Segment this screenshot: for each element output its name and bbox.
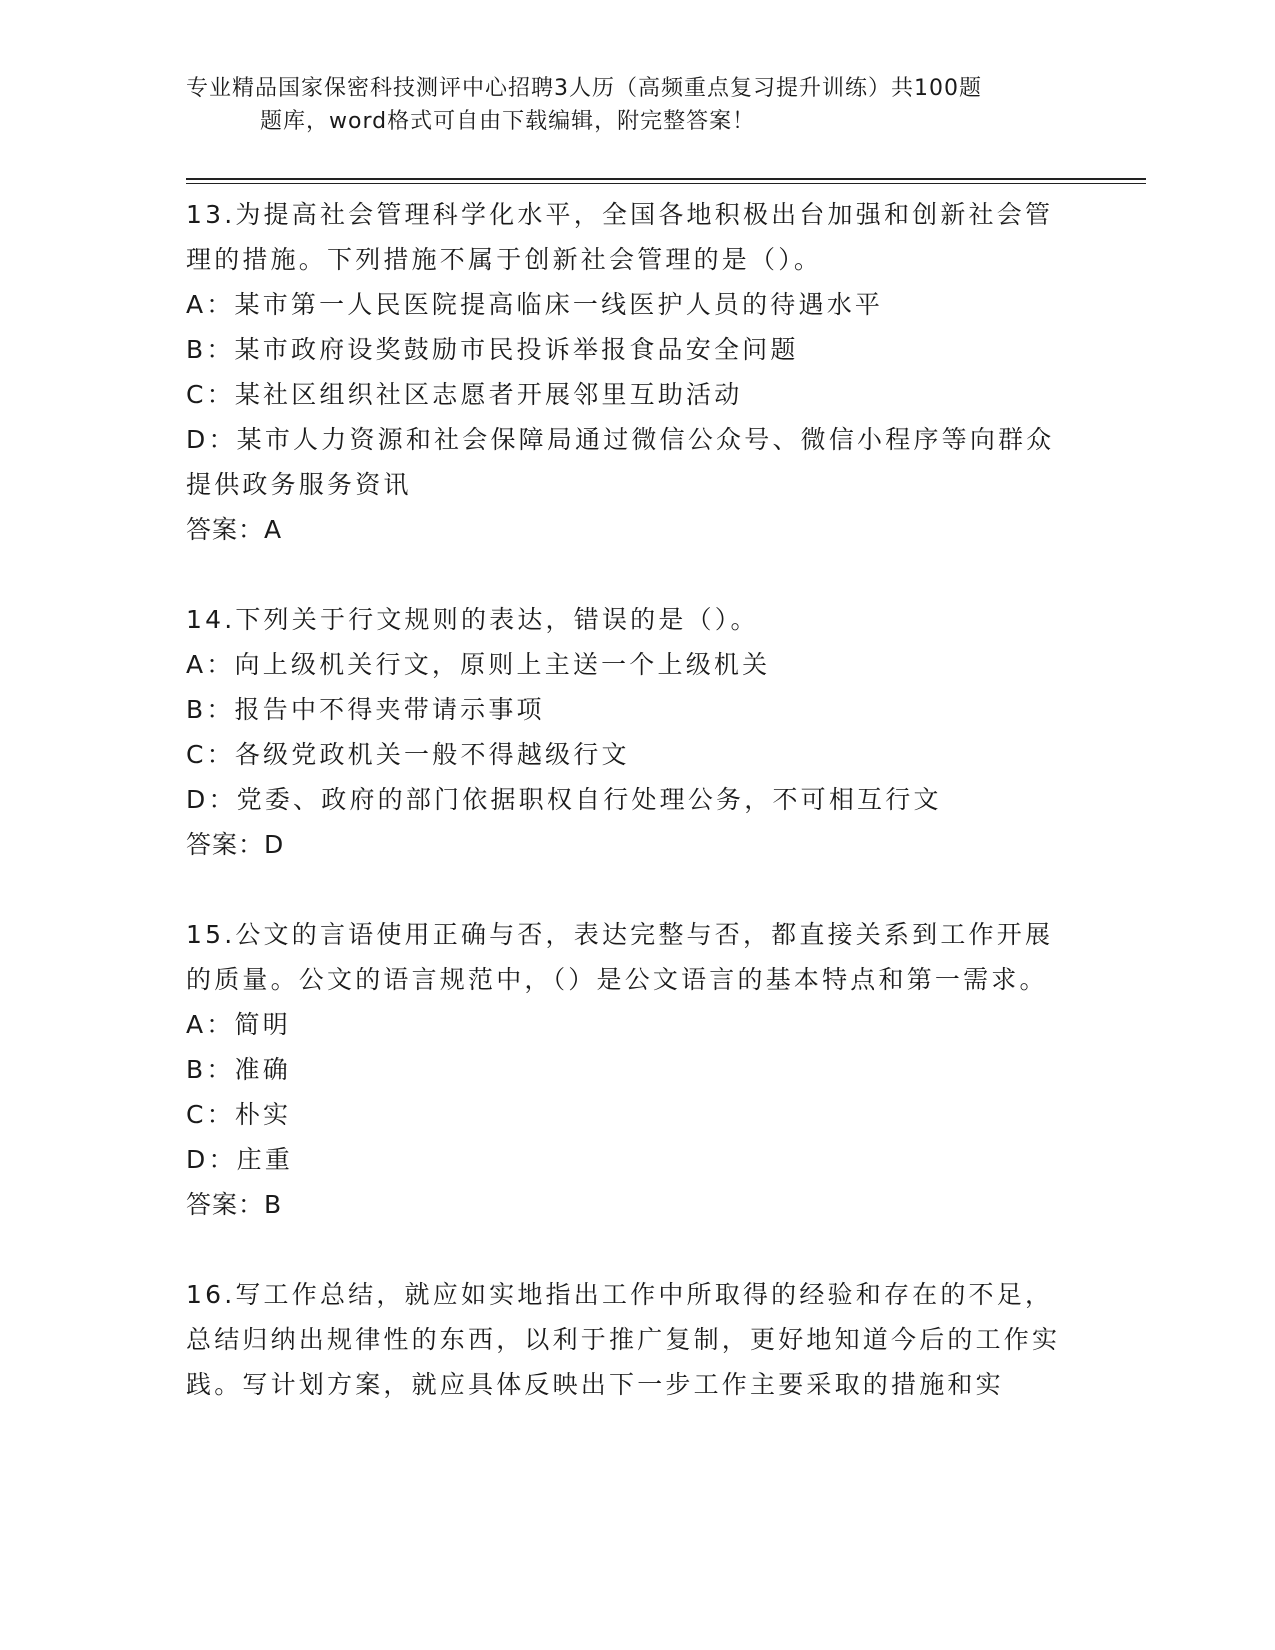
option-d: D：庄重 — [186, 1145, 294, 1174]
option-c: C：各级党政机关一般不得越级行文 — [186, 740, 630, 769]
question-16 — [186, 1272, 1066, 1407]
header-title-line-1: 专业精品国家保密科技测评中心招聘3人历（高频重点复习提升训练）共100题 — [186, 76, 982, 101]
header-divider-thick — [186, 178, 1146, 180]
question-stem: 16.写工作总结，就应如实地指出工作中所取得的经验和存在的不足，总结归纳出规律性的东西，以利于推广复制，更好地知道今后的工作实践。写计划方案，就应具体反映出下一步工作主要采取的措施和实 — [186, 1280, 1061, 1399]
answer-line: 答案：B — [186, 1190, 283, 1219]
option-b: B：准确 — [186, 1055, 291, 1084]
question-15 — [186, 912, 1066, 1227]
header-title-line-2: 题库，word格式可自由下载编辑，附完整答案！ — [260, 109, 756, 134]
option-c: C：朴实 — [186, 1100, 292, 1129]
option-b: B：报告中不得夹带请示事项 — [186, 695, 545, 724]
option-d: D：某市人力资源和社会保障局通过微信公众号、微信小程序等向群众提供政务服务资讯 — [186, 425, 1055, 499]
document-header — [186, 72, 1086, 138]
question-13 — [186, 192, 1066, 552]
question-list — [186, 192, 1066, 1407]
option-c: C：某社区组织社区志愿者开展邻里互助活动 — [186, 380, 743, 409]
question-spacer — [186, 1227, 1066, 1272]
question-stem: 13.为提高社会管理科学化水平，全国各地积极出台加强和创新社会管理的措施。下列措施不属于创新社会管理的是（）。 — [186, 200, 1054, 274]
question-spacer — [186, 867, 1066, 912]
answer-line: 答案：A — [186, 515, 283, 544]
option-a: A：简明 — [186, 1010, 291, 1039]
question-14 — [186, 597, 1066, 867]
option-a: A：向上级机关行文，原则上主送一个上级机关 — [186, 650, 771, 679]
header-divider-thin — [186, 183, 1146, 184]
question-stem: 15.公文的言语使用正确与否，表达完整与否，都直接关系到工作开展的质量。公文的语言规范中，（）是公文语言的基本特点和第一需求。 — [186, 920, 1054, 994]
question-spacer — [186, 552, 1066, 597]
option-b: B：某市政府设奖鼓励市民投诉举报食品安全问题 — [186, 335, 799, 364]
answer-line: 答案：D — [186, 830, 285, 859]
option-d: D：党委、政府的部门依据职权自行处理公务，不可相互行文 — [186, 785, 942, 814]
question-stem: 14.下列关于行文规则的表达，错误的是（）。 — [186, 605, 759, 634]
option-a: A：某市第一人民医院提高临床一线医护人员的待遇水平 — [186, 290, 884, 319]
